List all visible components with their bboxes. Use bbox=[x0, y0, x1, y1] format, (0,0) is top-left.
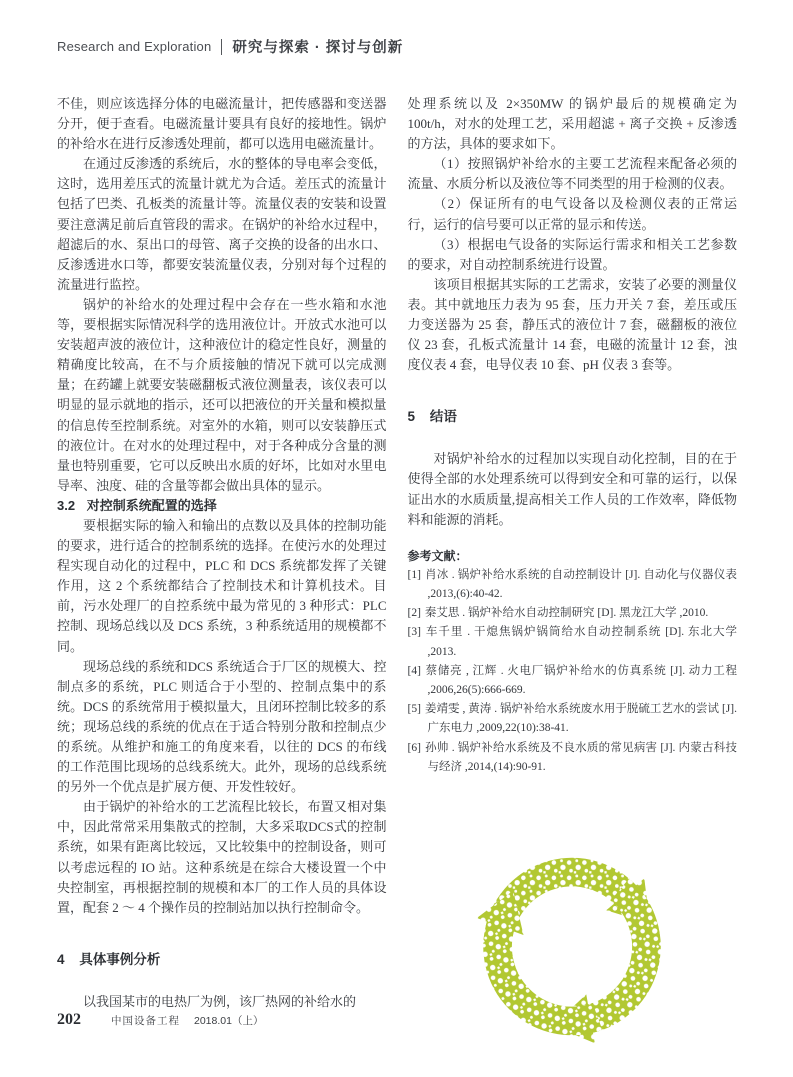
page-number: 202 bbox=[57, 1011, 81, 1028]
journal-name: 中国设备工程 bbox=[111, 1015, 180, 1027]
paragraph: 对锅炉补给水的过程加以实现自动化控制，目的在于使得全部的水处理系统可以得到安全和可靠的运行，以保证出水的水质质量,提高相关工作人员的工作效率，降低物料和能源的消耗。 bbox=[407, 451, 737, 527]
reference-text: 姜靖雯 , 黄涛 . 锅炉补给水系统废水用于脱硫工艺水的尝试 [J]. 广东电力 ,2009,22(10):38-41. bbox=[424, 703, 737, 735]
reference-marker: [3] bbox=[407, 626, 421, 639]
reference-text: 肖冰 . 锅炉补给水系统的自动控制设计 [J]. 自动化与仪器仪表 ,2013,(6):40-42. bbox=[424, 568, 737, 600]
paragraph: 处理系统以及 2×350MW 的锅炉最后的规模确定为 100t/h，对水的处理工艺，采用超滤 + 离子交换 + 反渗透的方法，具体的要求如下。 bbox=[407, 96, 737, 152]
reference-item bbox=[408, 739, 738, 777]
reference-marker: [2] bbox=[407, 607, 421, 620]
recycle-icon bbox=[424, 813, 720, 1061]
paragraph: 要根据实际的输入和输出的点数以及具体的控制功能的要求，进行适合的控制系统的选择。在使污水的处理过程实现自动化的过程中，PLC 和 DCS 系统都发挥了关键作用，这 2 个系统都结合了控制技术和计算机技术。目前，污水处理厂的自控系统中最为常见的 3 种形式：PLC 控制、现场总线以及 DCS 系统，3 种系统适用的规模都不同。 bbox=[57, 517, 387, 654]
section-number: 5 bbox=[407, 409, 416, 425]
paragraph: 在通过反渗透的系统后，水的整体的导电率会变低，这时，选用差压式的流量计就尤为合适。差压式的流量计包括了巴类、孔板类的流量计等。流量仪表的安装和设置要注意满足前后直管段的需求。在锅炉的补给水过程中，超滤后的水、泵出口的母管、离子交换的设备的出水口、反渗透进水口等，都要安装流量仪表，分别对每个过程的流量进行监控。 bbox=[57, 156, 387, 292]
paragraph: 以我国某市的电热厂为例，该厂热网的补给水的 bbox=[83, 993, 357, 1009]
paragraph: 由于锅炉的补给水的工艺流程比较长，布置又相对集中，因此常常采用集散式的控制，大多采取DCS式的控制系统，如果有距离比较远，又比较集中的控制设备，则可以考虑远程的 IO 站。这种系统是在综合大楼设置一个中央控制室，再根据控制的规模和本厂的工作人员的具体设置，配套 2 ～ 4 个操作员的控制站加以执行控制命令。 bbox=[57, 799, 387, 915]
paragraph: 该项目根据其实际的工艺需求，安装了必要的测量仪表。其中就地压力表为 95 套，压力开关 7 套，差压或压力变送器为 25 套，静压式的液位计 7 套，磁翻板的液位仪 23 套，孔板式流量计 14 套，电磁的流量计 12 套，浊度仪表 4 套，电导仪表 10 套、pH 仪表 3 套等。 bbox=[407, 276, 737, 373]
right-column bbox=[408, 94, 738, 1066]
subsection-number: 3.2 bbox=[57, 497, 76, 513]
header-chinese: 研究与探索 · 探讨与创新 bbox=[232, 40, 404, 56]
paragraph: 锅炉的补给水的处理过程中会存在一些水箱和水池等，要根据实际情况科学的选用液位计。开放式水池可以安装超声波的液位计，这种液位计的稳定性良好，测量的精确度比较高，在不与介质接触的情况下就可以完成测量；在药罐上就要安装磁翻板式液位测量表，该仪表可以明显的显示就地的指示，还可以把液位的开关量和模拟量的信息传至控制系统。对室外的水箱，则可以安装静压式的液位计。在对水的处理过程中，对于各种成分含量的测量也特别重要，它可以反映出水质的好坏，比如对水里电导率、浊度、硅的含量等都会做出具体的显示。 bbox=[57, 296, 387, 493]
paragraph: 现场总线的系统和DCS 系统适合于厂区的规模大、控制点多的系统，PLC 则适合于小型的、控制点集中的系统。DCS 的系统常用于模拟量大，且闭环控制比较多的系统；现场总线的系统的优点在于适合特别分散和控制点少的系统。从维护和施工的角度来看，以往的 DCS 的布线的工作范围比现场的总线系统大。此外，现场的总线系统的另外一个优点是扩展方便、开发性较好。 bbox=[57, 658, 387, 795]
article-body bbox=[0, 94, 793, 1066]
header-english: Research and Exploration bbox=[57, 39, 212, 54]
reference-marker: [1] bbox=[407, 568, 421, 581]
recycle-mosaic-graphic bbox=[408, 813, 738, 1066]
reference-marker: [5] bbox=[407, 703, 421, 716]
page-header bbox=[0, 0, 793, 57]
section-number: 4 bbox=[57, 951, 65, 967]
journal-issue: 2018.01（上） bbox=[194, 1015, 264, 1027]
paragraph: 不佳，则应该选择分体的电磁流量计，把传感器和变送器分开，便于查看。电磁流量计要具有良好的接地性。锅炉的补给水在进行反渗透处理前，都可以选用电磁流量计。 bbox=[57, 96, 387, 152]
section-heading bbox=[408, 405, 738, 425]
reference-text: 蔡储亮 , 江辉 . 火电厂锅炉补给水的仿真系统 [J]. 动力工程 ,2006,26(5):666-669. bbox=[424, 664, 737, 696]
paragraph: （3）根据电气设备的实际运行需求和相关工艺参数的要求，对自动控制系统进行设置。 bbox=[407, 236, 737, 272]
reference-item bbox=[408, 566, 738, 604]
reference-item bbox=[408, 604, 738, 623]
reference-marker: [4] bbox=[407, 664, 421, 677]
reference-item bbox=[408, 662, 738, 700]
section-heading bbox=[57, 948, 387, 968]
references-heading: 参考文献： bbox=[407, 548, 468, 563]
reference-item bbox=[408, 700, 738, 738]
paragraph: （2）保证所有的电气设备以及检测仪表的正常运行，运行的信号要可以正常的显示和传送。 bbox=[407, 196, 737, 232]
section-title: 具体事例分析 bbox=[79, 951, 161, 967]
reference-marker: [6] bbox=[407, 741, 421, 754]
reference-text: 秦艾思 . 锅炉补给水自动控制研究 [D]. 黑龙江大学 ,2010. bbox=[424, 607, 709, 620]
section-title: 结语 bbox=[429, 409, 457, 425]
paragraph: （1）按照锅炉补给水的主要工艺流程来配备必须的流量、水质分析以及液位等不同类型的用于检测的仪表。 bbox=[407, 156, 737, 192]
reference-item bbox=[408, 623, 738, 661]
left-column bbox=[57, 94, 387, 1066]
page-footer bbox=[57, 1011, 263, 1029]
subsection-title: 对控制系统配置的选择 bbox=[86, 497, 217, 513]
reference-text: 孙帅 . 锅炉补给水系统及不良水质的常见病害 [J]. 内蒙古科技与经济 ,2014,(14):90-91. bbox=[424, 741, 737, 773]
header-divider bbox=[221, 39, 222, 55]
reference-text: 车千里 . 干熄焦锅炉锅筒给水自动控制系统 [D]. 东北大学 ,2013. bbox=[424, 626, 737, 658]
subsection-heading bbox=[57, 496, 387, 516]
